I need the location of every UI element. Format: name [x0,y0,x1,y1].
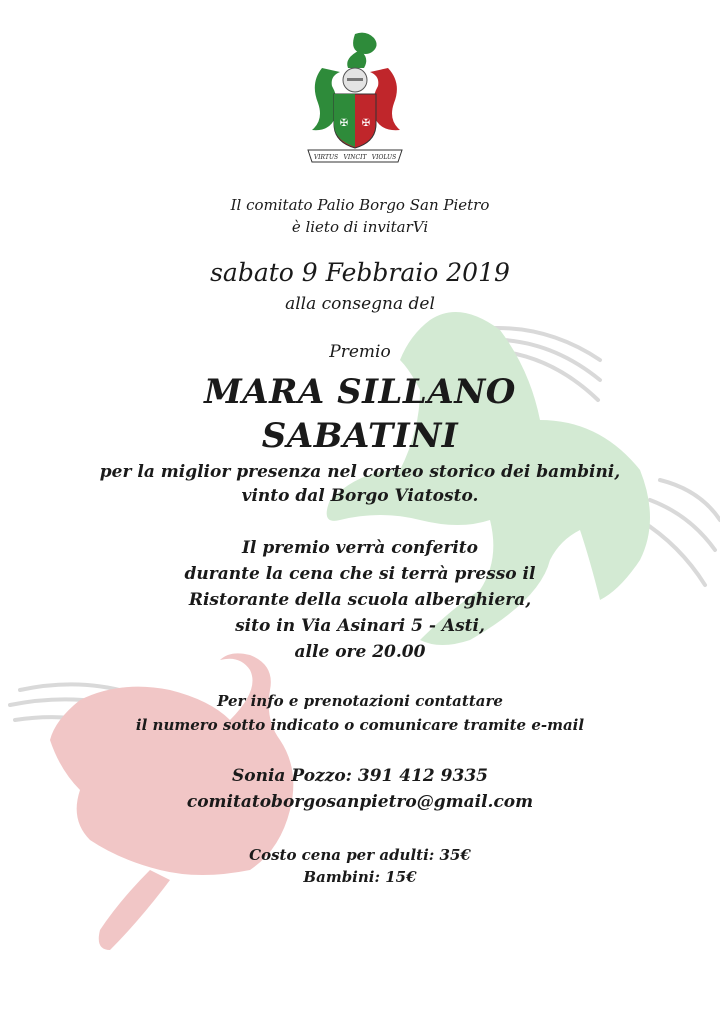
venue-line-3: Ristorante della scuola alberghiera, [188,590,532,610]
occasion-text: alla consegna del [285,294,435,314]
svg-text:VIRTUS: VIRTUS [313,154,339,161]
premio-label: Premio [329,342,391,362]
info-line-2: il numero sotto indicato o comunicare tramite e-mail [135,716,585,734]
event-date: sabato 9 Febbraio 2019 [210,258,510,287]
venue-line-4: sito in Via Asinari 5 - Asti, [235,616,485,636]
contact-phone: Sonia Pozzo: 391 412 9335 [232,766,488,786]
award-name-line-1: MARA SILLANO [204,372,516,412]
venue-line-2: durante la cena che si terrà presso il [184,564,536,584]
reason-line-2: vinto dal Borgo Viatosto. [241,486,479,506]
price-children: Bambini: 15€ [303,868,417,886]
award-name-line-2: SABATINI [261,416,459,456]
info-line-1: Per info e prenotazioni contattare [217,692,503,710]
intro-line-2: è lieto di invitarVi [291,218,429,236]
venue-line-1: Il premio verrà conferito [241,538,479,558]
svg-text:✠: ✠ [361,118,371,129]
svg-text:VINCIT: VINCIT [343,154,367,161]
coat-of-arms-logo [300,28,410,166]
price-adults: Costo cena per adulti: 35€ [249,846,471,864]
reason-line-1: per la miglior presenza nel corteo storico dei bambini, [99,462,621,482]
svg-text:VIOLUS: VIOLUS [371,154,397,161]
contact-email: comitatoborgosanpietro@gmail.com [186,792,534,812]
intro-line-1: Il comitato Palio Borgo San Pietro [230,196,490,214]
venue-line-5: alle ore 20.00 [294,642,426,662]
svg-text:✠: ✠ [339,118,349,129]
